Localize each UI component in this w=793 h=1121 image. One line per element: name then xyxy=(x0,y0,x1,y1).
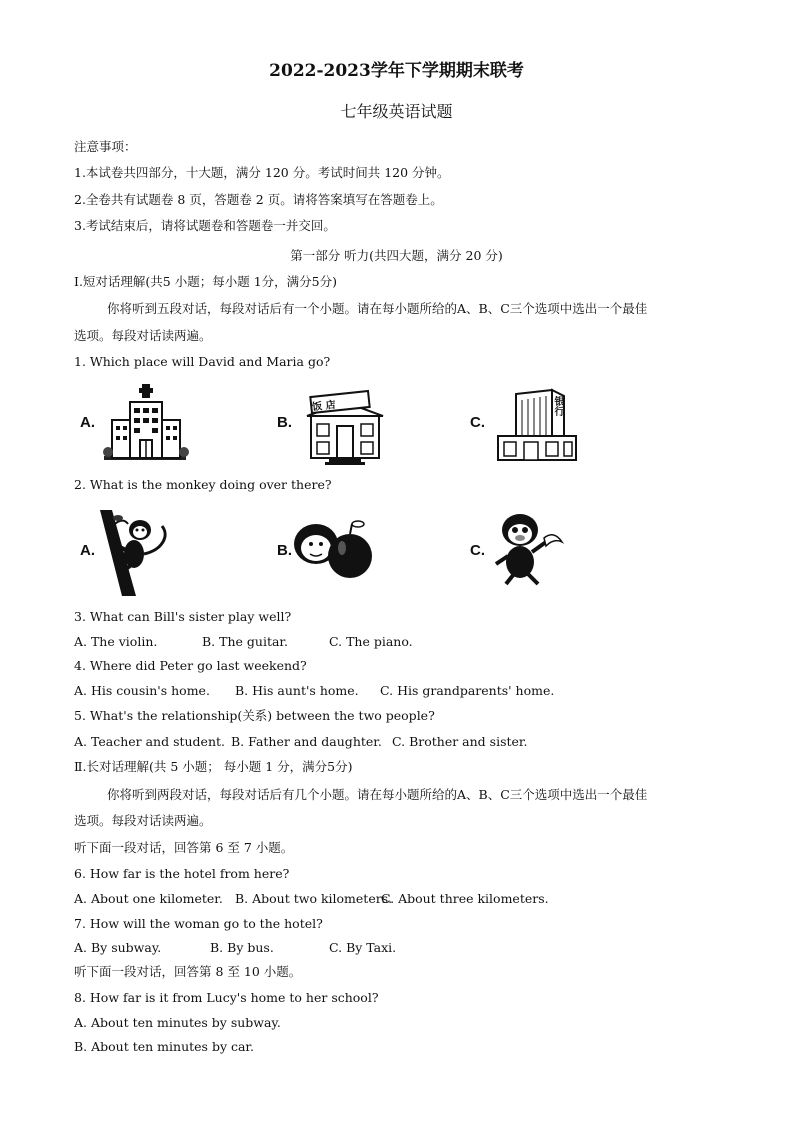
bank-sign: 银行 xyxy=(552,396,563,416)
section1-title: Ⅰ.短对话理解(共5 小题；每小题 1分，满分5分) xyxy=(74,274,337,289)
q5-stem: 5. What's the relationship(关系) between the two people? xyxy=(74,708,435,723)
q7-option-b: B. By bus. xyxy=(210,940,274,955)
notice-heading: 注意事项： xyxy=(74,139,137,154)
notice-item-3: 3.考试结束后，请将试题卷和答题卷一并交回。 xyxy=(74,218,336,233)
section1-instruction: 你将听到五段对话，每段对话后有一个小题。请在每小题所给的A、B、C三个选项中选出一个最佳 xyxy=(107,301,648,316)
q5-option-c: C. Brother and sister. xyxy=(392,734,528,749)
q2-option-c-label: C. xyxy=(470,542,485,559)
q3-option-a: A. The violin. xyxy=(74,634,158,649)
q5-option-a: A. Teacher and student. xyxy=(74,734,226,749)
section2-instruction-cont: 选项。每段对话读两遍。 xyxy=(74,813,212,828)
q4-stem: 4. Where did Peter go last weekend? xyxy=(74,658,307,673)
q8-stem: 8. How far is it from Lucy's home to her school? xyxy=(74,990,379,1005)
section2-lead-1: 听下面一段对话，回答第 6 至 7 小题。 xyxy=(74,840,294,855)
q4-option-a: A. His cousin's home. xyxy=(74,683,210,698)
notice-item-1: 1.本试卷共四部分，十大题，满分 120 分。考试时间共 120 分钟。 xyxy=(74,165,450,180)
q2-option-a-label: A. xyxy=(80,542,95,559)
exam-subtitle: 七年级英语试题 xyxy=(340,102,453,121)
section2-title: Ⅱ.长对话理解(共 5 小题； 每小题 1 分，满分5分) xyxy=(74,759,353,774)
q6-stem: 6. How far is the hotel from here? xyxy=(74,866,290,881)
q3-option-b: B. The guitar. xyxy=(202,634,288,649)
q6-option-c: C. About three kilometers. xyxy=(381,891,549,906)
q1-option-c-label: C. xyxy=(470,414,485,431)
section2-instruction: 你将听到两段对话，每段对话后有几个小题。请在每小题所给的A、B、C三个选项中选出一个最佳 xyxy=(107,787,648,802)
q1-stem: 1. Which place will David and Maria go? xyxy=(74,354,331,369)
q4-option-c: C. His grandparents' home. xyxy=(380,683,555,698)
hospital-icon xyxy=(100,382,190,464)
exam-title: 2022-2023学年下学期期末联考 xyxy=(269,61,524,81)
q5-option-b: B. Father and daughter. xyxy=(231,734,382,749)
section1-instruction-cont: 选项。每段对话读两遍。 xyxy=(74,328,212,343)
q8-option-b: B. About ten minutes by car. xyxy=(74,1039,255,1054)
restaurant-sign: 饭 店 xyxy=(311,399,337,414)
monkey-banana-icon xyxy=(488,508,568,588)
q1-option-b-label: B. xyxy=(277,414,292,431)
q4-option-b: B. His aunt's home. xyxy=(235,683,359,698)
q2-stem: 2. What is the monkey doing over there? xyxy=(74,477,332,492)
q6-option-b: B. About two kilometers. xyxy=(235,891,393,906)
q7-option-c: C. By Taxi. xyxy=(329,940,397,955)
monkey-apple-icon xyxy=(292,516,378,582)
section2-lead-2: 听下面一段对话，回答第 8 至 10 小题。 xyxy=(74,964,302,979)
part1-title: 第一部分 听力(共四大题，满分 20 分) xyxy=(290,248,503,263)
q3-option-c: C. The piano. xyxy=(329,634,413,649)
q8-option-a: A. About ten minutes by subway. xyxy=(74,1015,281,1030)
bank-icon xyxy=(494,388,580,464)
q7-stem: 7. How will the woman go to the hotel? xyxy=(74,916,323,931)
q7-option-a: A. By subway. xyxy=(74,940,162,955)
monkey-climbing-icon xyxy=(96,506,176,598)
notice-item-2: 2.全卷共有试题卷 8 页，答题卷 2 页。请将答案填写在答题卷上。 xyxy=(74,192,443,207)
q3-stem: 3. What can Bill's sister play well? xyxy=(74,609,292,624)
q2-option-b-label: B. xyxy=(277,542,292,559)
q6-option-a: A. About one kilometer. xyxy=(74,891,223,906)
q1-option-a-label: A. xyxy=(80,414,95,431)
